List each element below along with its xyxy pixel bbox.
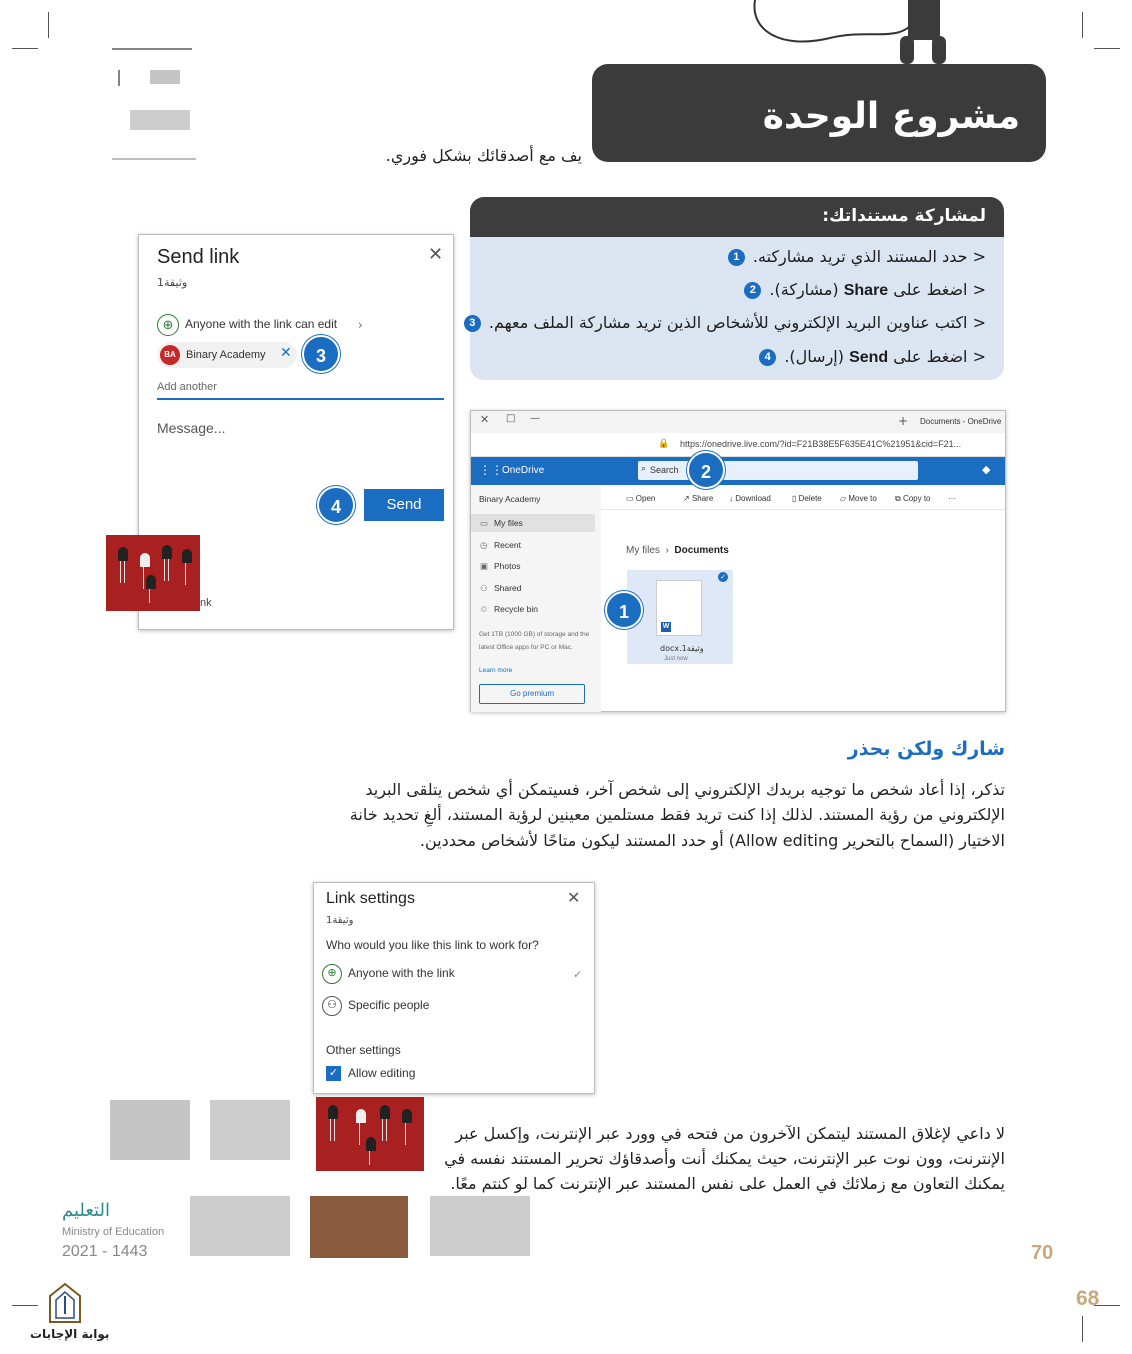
step-text: حدد المستند الذي تريد مشاركته. [752, 247, 968, 266]
avatar: BA [160, 345, 180, 365]
breadcrumb: My files › Documents [626, 545, 729, 556]
minimize-icon[interactable]: — [530, 413, 540, 424]
diamond-icon[interactable]: ◆ [982, 463, 991, 476]
recipient-name: Binary Academy [186, 349, 266, 361]
close-window-icon[interactable]: ✕ [480, 413, 490, 426]
step-number: 3 [464, 315, 481, 332]
learn-more-link[interactable]: Learn more [479, 667, 513, 674]
scan-artifact [112, 158, 196, 160]
step-text: (مشاركة). [769, 280, 839, 299]
scan-artifact [210, 1100, 290, 1160]
remove-recipient-icon[interactable]: ✕ [280, 345, 292, 361]
crop-mark [12, 1305, 38, 1306]
check-icon: ✓ [573, 968, 583, 981]
book-cover-thumbnail [310, 1196, 408, 1258]
allow-editing-label: Allow editing [348, 1066, 416, 1080]
step-number: 1 [728, 249, 745, 266]
edition-year: 2021 - 1443 [62, 1243, 148, 1260]
app-launcher-icon[interactable]: ⋮⋮ [479, 463, 503, 477]
file-name: وثيقة1.docx [660, 644, 704, 653]
paragraph-line: الإنترنت، وون نوت عبر الإنترنت، حيث يمكنك أنت وأصدقاؤك تحرير المستند نفسه في [444, 1149, 1005, 1168]
partial-label: nk [200, 597, 212, 609]
people-icon: ⚇ [322, 996, 342, 1016]
search-placeholder: Search [650, 465, 679, 475]
share-button[interactable]: ↗ Share [683, 494, 714, 503]
answers-portal-name: بوابة الإجابات [30, 1327, 110, 1341]
allow-editing-checkbox[interactable] [326, 1066, 415, 1081]
intro-text: يف مع أصدقائك بشكل فوري. [385, 146, 582, 165]
option-label: Specific people [348, 998, 430, 1013]
step-text: (إرسال). [784, 347, 844, 366]
download-label: Download [735, 494, 771, 503]
option-label: Anyone with the link [348, 966, 455, 981]
paragraph-line: تذكر، إذا أعاد شخص ما توجيه بريدك الإلكتروني إلى شخص آخر، فسيتمكن أي شخص يتلقى البريد [365, 780, 1005, 799]
step-number: 4 [759, 349, 776, 366]
sidebar-item-recycle-bin[interactable] [480, 604, 538, 615]
share-label: Share [691, 494, 714, 503]
crop-mark [1094, 48, 1120, 49]
page-number: 70 [1031, 1242, 1054, 1264]
sidebar-item-label: Photos [494, 561, 521, 571]
link-permission-row[interactable] [157, 314, 337, 336]
onedrive-brand[interactable]: OneDrive [502, 465, 545, 476]
step-4: < اضغط على Send (إرسال). 4 [756, 347, 986, 367]
storage-promo: Get 1TB (1000 GB) of storage and the latest Office apps for PC or Mac. [479, 631, 590, 651]
close-icon[interactable]: ✕ [428, 244, 444, 265]
step-keyword: Share [843, 282, 889, 299]
step-number: 2 [744, 282, 761, 299]
more-options-icon[interactable]: ··· [948, 494, 956, 503]
delete-button[interactable]: ▯ Delete [792, 494, 822, 503]
transistor-photo [316, 1097, 424, 1171]
step-marker-4: 4 [317, 486, 355, 524]
ministry-logo-text: التعليم [62, 1200, 110, 1221]
paragraph-line: يمكنك التعاون مع زملائك في العمل على نفس المستند عبر الإنترنت كما لو كنتم معًا. [450, 1174, 1005, 1193]
paragraph-line: لا داعي لإغلاق المستند ليتمكن الآخرون من فتحه في وورد عبر الإنترنت، وإكسل عبر [455, 1124, 1005, 1143]
shared-icon: ⚇ [480, 583, 488, 593]
cable-illustration [740, 0, 970, 70]
scan-artifact [150, 70, 180, 84]
go-premium-button[interactable]: Go premium [479, 684, 585, 704]
crop-mark [1082, 1316, 1083, 1342]
checkbox-checked-icon: ✓ [326, 1066, 341, 1081]
scan-artifact [190, 1196, 290, 1256]
audience-question: Who would you like this link to work for? [326, 938, 539, 952]
chevron-right-icon[interactable]: › [358, 318, 363, 332]
lock-icon: 🔒 [658, 439, 670, 449]
link-permission-label: Anyone with the link can edit [185, 317, 338, 332]
sidebar-item-my-files[interactable] [480, 518, 523, 529]
search-icon: ⌕ [641, 464, 647, 474]
step-marker-2: 2 [687, 451, 725, 489]
step-text: اضغط على [893, 347, 968, 366]
word-icon: W [662, 623, 670, 630]
step-marker-3: 3 [302, 335, 340, 373]
transistor-photo [106, 535, 200, 611]
page-number: 68 [1076, 1287, 1100, 1310]
link-settings-title: Link settings [326, 890, 415, 907]
sidebar-item-label: Recycle bin [494, 604, 538, 614]
breadcrumb-root[interactable]: My files [626, 545, 660, 556]
page-title: مشروع الوحدة [762, 96, 1020, 137]
search-input[interactable] [638, 461, 918, 480]
message-input[interactable]: Message... [157, 420, 226, 436]
step-1: < حدد المستند الذي تريد مشاركته. 1 [725, 247, 986, 266]
scan-artifact [130, 110, 190, 130]
step-text: اضغط على [893, 280, 968, 299]
recipient-chip [157, 342, 297, 368]
scan-artifact [110, 1100, 190, 1160]
selected-check-icon[interactable]: ✓ [718, 572, 728, 582]
open-button[interactable]: ▭ Open [626, 494, 656, 503]
option-anyone-with-link[interactable] [322, 964, 455, 984]
clock-icon: ◷ [480, 540, 488, 550]
step-keyword: Send [849, 349, 889, 366]
file-time: Just now [664, 656, 688, 662]
recycle-icon: ♲ [480, 604, 488, 614]
send-link-title: Send link [157, 246, 240, 268]
paragraph-line: الاختيار (السماح بالتحرير Allow editing) أو حدد المستند ليكون متاحًا لأشخاص محددين. [419, 831, 1005, 850]
ministry-name: Ministry of Education [62, 1226, 165, 1238]
account-name: Binary Academy [479, 494, 541, 504]
crop-mark [12, 48, 38, 49]
sidebar-item-shared[interactable] [480, 583, 521, 594]
step-marker-1: 1 [605, 591, 643, 629]
link-settings-dialog [313, 882, 595, 1094]
step-text: اكتب عناوين البريد الإلكتروني للأشخاص الذين تريد مشاركة الملف معهم. [488, 313, 968, 332]
sidebar-item-photos[interactable] [480, 561, 520, 572]
photo-icon: ▣ [480, 561, 489, 571]
sidebar-item-label: Recent [494, 540, 521, 550]
open-label: Open [635, 494, 656, 503]
close-icon[interactable]: ✕ [567, 888, 581, 907]
paragraph-line: الإلكتروني من رؤية المستند. لذلك إذا كنت تريد فقط مستلمين معينين لرؤية المستند، ألغِ تحديد خانة [349, 805, 1005, 824]
step-3: < اكتب عناوين البريد الإلكتروني للأشخاص الذين تريد مشاركة الملف معهم. 3 [461, 313, 986, 332]
delete-label: Delete [798, 494, 822, 503]
document-name: وثيقة1 [326, 915, 354, 926]
tab-documents[interactable]: Documents - OneDrive [920, 417, 1002, 426]
send-button[interactable]: Send [364, 489, 444, 521]
globe-icon: ⊕ [157, 314, 179, 336]
sidebar-item-label: Shared [494, 583, 522, 593]
scan-artifact [430, 1196, 530, 1256]
input-underline [157, 398, 444, 400]
sidebar-item-recent[interactable] [480, 540, 521, 551]
url-field[interactable]: https://onedrive.live.com/?id=F21B38E5F635E41C%21951&cid=F21... [680, 439, 962, 449]
steps-title: لمشاركة مستنداتك: [822, 206, 986, 226]
section-title: شارك ولكن بحذر [847, 738, 1005, 760]
add-recipient-input[interactable]: Add another [157, 381, 217, 393]
copy-to-button[interactable]: ⧉ Copy to [895, 494, 931, 503]
scan-artifact [118, 70, 120, 86]
folder-icon: ▭ [480, 518, 489, 528]
breadcrumb-current: Documents [674, 545, 729, 556]
step-2: < اضغط على Share (مشاركة). 2 [741, 280, 986, 300]
scan-artifact [112, 48, 192, 50]
move-to-label: Move to [848, 494, 877, 503]
other-settings-heading: Other settings [326, 1043, 401, 1057]
sidebar-item-label: My files [494, 518, 523, 528]
answers-portal-logo [46, 1282, 84, 1324]
new-tab-icon[interactable]: + [898, 414, 909, 428]
move-to-button[interactable]: ▱ Move to [840, 494, 877, 503]
crop-mark [48, 12, 49, 38]
download-button[interactable]: ↓ Download [729, 494, 771, 503]
copy-to-label: Copy to [902, 494, 931, 503]
option-specific-people[interactable] [322, 996, 429, 1016]
document-name: وثيقة1 [157, 276, 188, 289]
crop-mark [1082, 12, 1083, 38]
globe-icon: ⊕ [322, 964, 342, 984]
maximize-icon[interactable]: □ [506, 413, 516, 424]
